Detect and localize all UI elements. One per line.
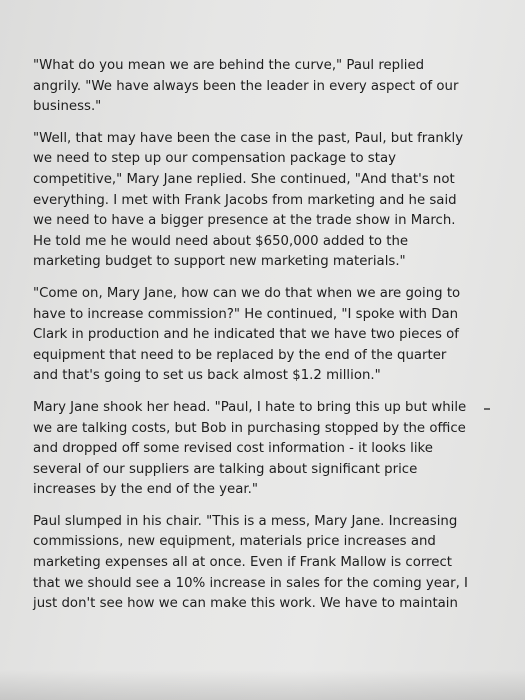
paragraph-1: "What do you mean we are behind the curve," Paul replied angrily. "We have always been the leader in every aspect of our business." [33, 58, 459, 115]
page-shadow [0, 670, 525, 700]
paragraph-5: Paul slumped in his chair. "This is a mess, Mary Jane. Increasing commissions, new equipment, materials price increases and marketing expenses all at once. Even if Frank Mallow is correct that we should see a 10% increase in sales for the coming year, I just don't see how we can make this work. We have to maintain [33, 513, 468, 612]
paragraph-2: "Well, that may have been the case in the past, Paul, but frankly we need to step up our compensation package to stay competitive," Mary Jane replied. She continued, "And that's not everything. I met with Frank Jacobs from marketing and he said we need to have a bigger presence at the trade show in March. He told me he would need about $650,000 added to the marketing budget to support new marketing materials." [33, 130, 464, 270]
paragraph-4: Mary Jane shook her head. "Paul, I hate to bring this up but while we are talking costs, but Bob in purchasing stopped by the office and dropped off some revised cost information - it looks like several of our suppliers are talking about significant price increases by the end of the year." [33, 399, 467, 498]
paragraph-3: "Come on, Mary Jane, how can we do that when we are going to have to increase commission?" He continued, "I spoke with Dan Clark in production and he indicated that we have two pieces of equipment that need to be replaced by the end of the quarter and that's going to set us back almost $1.2 million." [33, 285, 461, 384]
stray-mark [484, 408, 490, 410]
document-body [33, 56, 495, 626]
